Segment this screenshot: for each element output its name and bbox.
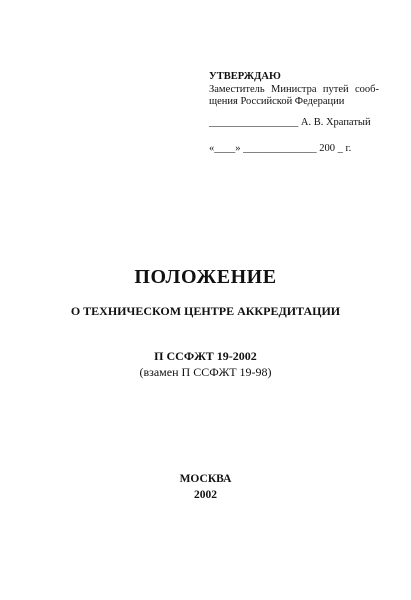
document-replaces: (взамен П ССФЖТ 19-98) [139,365,272,379]
document-code: П ССФЖТ 19-2002 [154,349,257,363]
approver-position-line2: щения Российской Федерации [209,96,345,107]
publication-year: 2002 [194,489,217,501]
date-line: «____» ______________ 200 _ г. [209,143,352,154]
document-title: ПОЛОЖЕНИЕ [134,266,277,288]
approval-heading: УТВЕРЖДАЮ [209,71,281,82]
signature-line: _________________ А. В. Храпатый [209,117,371,128]
document-subtitle: О ТЕХНИЧЕСКОМ ЦЕНТРЕ АККРЕДИТАЦИИ [70,304,341,318]
publication-city: МОСКВА [179,473,232,485]
approval-block [209,71,379,109]
approver-position-line1: Заместитель Министра путей сооб- [209,83,379,95]
